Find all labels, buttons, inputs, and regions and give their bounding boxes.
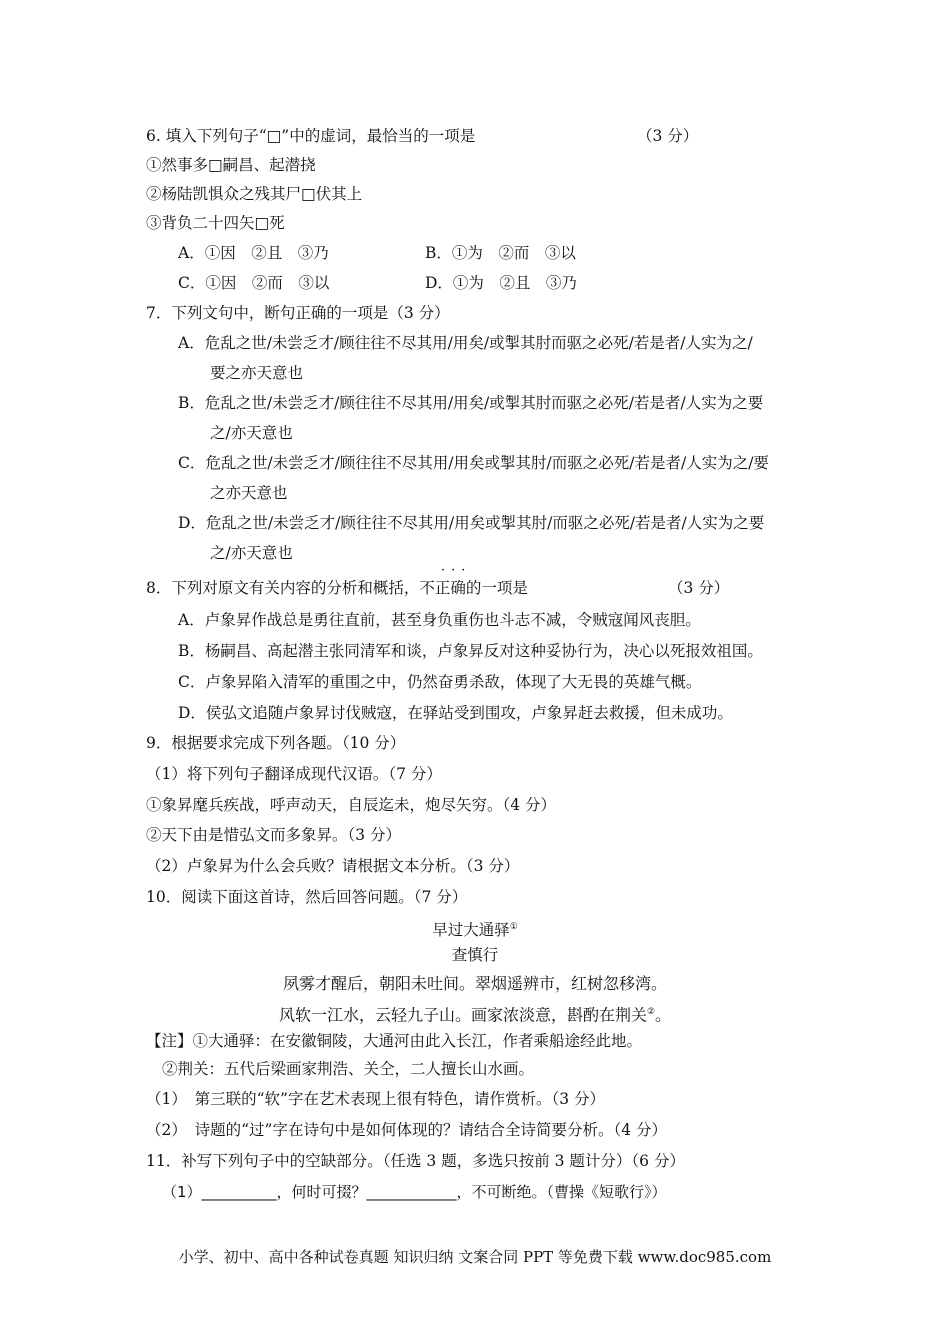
poem-line-1: 夙雾才醒后，朝阳未吐间。翠烟遥辨市，红树忽移湾。 — [282, 974, 667, 993]
poem-line-2 — [0, 1002, 950, 1025]
q9-sentence-1: ①象昇麾兵疾战，呼声动天，自辰迄未，炮尽矢穷。（4 分） — [146, 796, 557, 814]
q6-sentence-3: ③背负二十四矢□死 — [146, 214, 285, 232]
q6-sentence-1: ①然事多□嗣昌、起潜挠 — [146, 156, 316, 174]
q9-part-2: （2）卢象昇为什么会兵败？请根据文本分析。（3 分） — [146, 857, 520, 875]
q9-stem: 9．根据要求完成下列各题。（10 分） — [146, 734, 406, 752]
q8-stem: 8．下列对原文有关内容的分析和概括，不正确的一项是 — [146, 579, 528, 597]
q7-option-b-line2: 之/亦天意也 — [210, 424, 293, 442]
page-footer: 小学、初中、高中各种试卷真题 知识归纳 文案合同 PPT 等免费下载 www.doc985.com — [178, 1248, 772, 1266]
q7-option-d-line1: D．危乱之世/未尝乏才/顾往往不尽其用/用矣或掣其肘/而驱之必死/若是者/人实为之要 — [178, 514, 765, 532]
q11-part-1: （1）__________，何时可掇？____________，不可断绝。（曹操《短歌行》） — [162, 1183, 667, 1201]
poem-note-2: ②荆关：五代后梁画家荆浩、关仝，二人擅长山水画。 — [162, 1060, 535, 1078]
q9-sentence-2: ②天下由是惜弘文而多象昇。（3 分） — [146, 826, 402, 844]
q9-part-1: （1）将下列句子翻译成现代汉语。（7 分） — [146, 765, 442, 783]
q6-stem: 6. 填入下列句子“□”中的虚词，最恰当的一项是 — [146, 127, 476, 145]
poem-title-text: 早过大通驿 — [432, 921, 510, 940]
poem-line-2-text: 风软一江水，云轻九子山。画家浓淡意，斟酌在荆关 — [278, 1005, 647, 1025]
poem-title-footnote: ① — [509, 922, 518, 932]
poem-author: 查慎行 — [451, 946, 499, 964]
q8-option-d: D．侯弘文追随卢象昇讨伐贼寇，在驿站受到围攻，卢象昇赶去救援，但未成功。 — [178, 704, 733, 722]
q6-option-d: D．①为 ②且 ③乃 — [425, 274, 577, 292]
q7-option-a-line2: 要之亦天意也 — [210, 364, 304, 382]
q8-option-c: C．卢象昇陷入清军的重围之中，仍然奋勇杀敌，体现了大无畏的英雄气概。 — [178, 673, 702, 691]
q7-stem: 7．下列文句中，断句正确的一项是（3 分） — [146, 304, 450, 322]
q6-sentence-2: ②杨陆凯惧众之残其尸□伏其上 — [146, 185, 363, 203]
q10-part-1: （1） 第三联的“软”字在艺术表现上很有特色，请作赏析。（3 分） — [146, 1090, 606, 1108]
q7-option-d-line2: 之/亦天意也 — [210, 544, 293, 562]
q7-option-c-line2: 之亦天意也 — [210, 484, 288, 502]
poem-line-2-end: 。 — [655, 1005, 672, 1025]
poem-line-2-footnote: ② — [646, 1007, 656, 1017]
q10-stem: 10．阅读下面这首诗，然后回答问题。（7 分） — [146, 888, 468, 906]
q6-option-c: C．①因 ②而 ③以 — [178, 274, 330, 292]
q8-score: （3 分） — [668, 579, 730, 597]
emphasis-dots: ··· — [441, 563, 472, 578]
q8-option-a: A．卢象昇作战总是勇往直前，甚至身负重伤也斗志不减，令贼寇闻风丧胆。 — [178, 611, 701, 629]
q7-option-c-line1: C．危乱之世/未尝乏才/顾往往不尽其用/用矣或掣其肘/而驱之必死/若是者/人实为之/要 — [178, 454, 769, 472]
q6-option-b: B．①为 ②而 ③以 — [425, 244, 576, 262]
q7-option-a-line1: A．危乱之世/未尝乏才/顾往往不尽其用/用矣/或掣其肘而驱之必死/若是者/人实为之/ — [178, 334, 753, 352]
q8-option-b: B．杨嗣昌、高起潜主张同清军和谈，卢象昇反对这种妥协行为，决心以死报效祖国。 — [178, 642, 763, 660]
poem-title — [0, 917, 950, 940]
q7-option-b-line1: B．危乱之世/未尝乏才/顾往往不尽其用/用矣/或掣其肘而驱之必死/若是者/人实为之要 — [178, 394, 764, 412]
poem-note-1: 【注】①大通驿：在安徽铜陵，大通河由此入长江，作者乘船途经此地。 — [146, 1032, 643, 1050]
q10-part-2: （2） 诗题的“过”字在诗句中是如何体现的？请结合全诗简要分析。（4 分） — [146, 1121, 668, 1139]
q6-score: （3 分） — [637, 127, 699, 145]
q6-option-a: A．①因 ②且 ③乃 — [178, 244, 329, 262]
q11-stem: 11．补写下列句子中的空缺部分。（任选 3 题，多选只按前 3 题计分）（6 分） — [146, 1152, 685, 1170]
